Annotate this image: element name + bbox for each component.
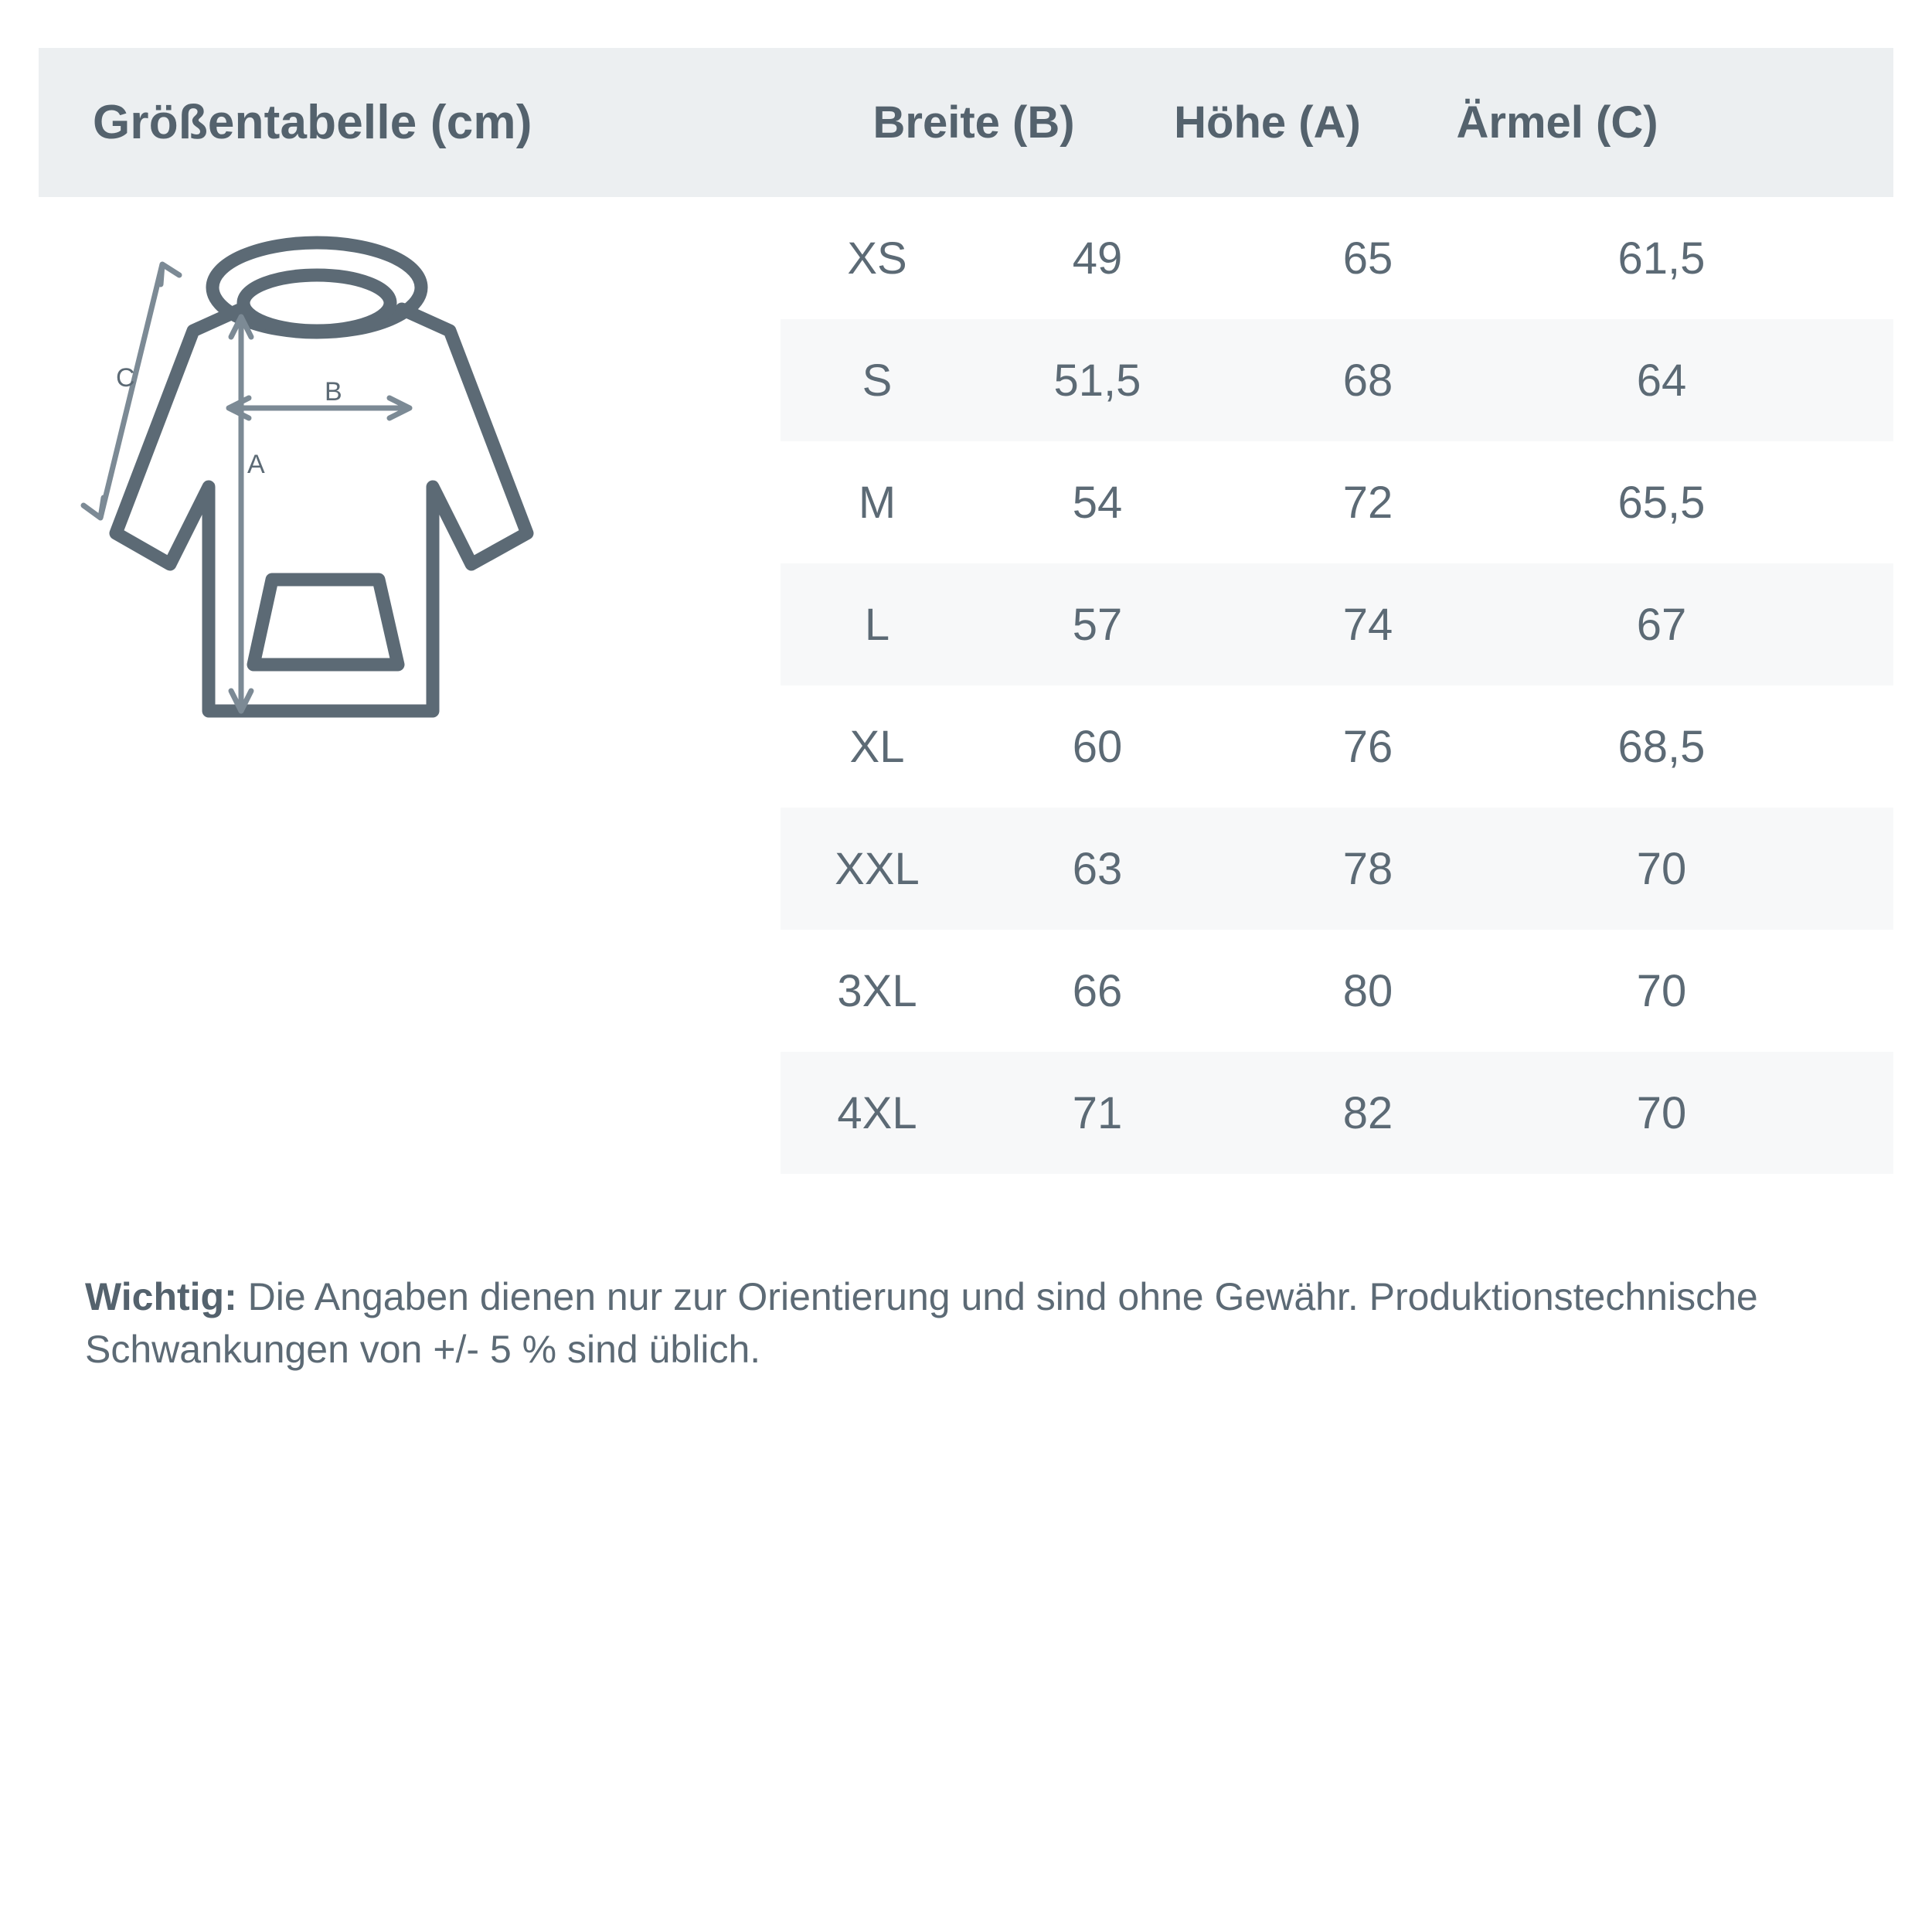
cell-sleeve: 68,5 xyxy=(1617,721,1706,772)
cell-height: 65 xyxy=(1342,233,1393,284)
cell-height: 80 xyxy=(1342,965,1393,1016)
cell-height: 72 xyxy=(1342,477,1393,528)
disclaimer-text: Die Angaben dienen nur zur Orientierung und sind ohne Gewähr. Produktionstechnische Schwankungen von +/- 5 % sind üblich. xyxy=(85,1275,1758,1371)
cell-width: 66 xyxy=(1072,965,1123,1016)
cell-width: 51,5 xyxy=(1053,355,1141,406)
table-row xyxy=(781,563,1893,685)
cell-size: L xyxy=(864,599,890,650)
cell-height: 78 xyxy=(1342,843,1393,894)
cell-height: 76 xyxy=(1342,721,1393,772)
column-header-height: Höhe (A) xyxy=(1174,97,1361,148)
column-header-width: Breite (B) xyxy=(872,97,1075,148)
cell-sleeve: 67 xyxy=(1636,599,1687,650)
cell-size: XS xyxy=(847,233,907,284)
table-row xyxy=(781,1052,1893,1174)
cell-width: 60 xyxy=(1072,721,1123,772)
size-table xyxy=(781,197,1893,1174)
cell-sleeve: 70 xyxy=(1636,965,1687,1016)
hoodie-diagram xyxy=(70,232,765,819)
cell-sleeve: 65,5 xyxy=(1617,477,1706,528)
cell-size: S xyxy=(862,355,893,406)
cell-height: 68 xyxy=(1342,355,1393,406)
cell-sleeve: 61,5 xyxy=(1617,233,1706,284)
cell-size: 3XL xyxy=(837,965,917,1016)
table-row xyxy=(781,319,1893,441)
cell-height: 74 xyxy=(1342,599,1393,650)
table-row xyxy=(781,685,1893,808)
cell-width: 71 xyxy=(1072,1087,1123,1138)
cell-sleeve: 70 xyxy=(1636,843,1687,894)
column-header-sleeve: Ärmel (C) xyxy=(1456,97,1658,148)
cell-height: 82 xyxy=(1342,1087,1393,1138)
cell-size: 4XL xyxy=(837,1087,917,1138)
column-headers xyxy=(819,97,1893,148)
cell-size: XXL xyxy=(835,843,920,894)
cell-sleeve: 64 xyxy=(1636,355,1687,406)
label-b: B xyxy=(325,377,342,406)
cell-sleeve: 70 xyxy=(1636,1087,1687,1138)
cell-width: 54 xyxy=(1072,477,1123,528)
disclaimer-label: Wichtig: xyxy=(85,1275,237,1318)
table-header xyxy=(39,48,1893,197)
table-row xyxy=(781,441,1893,563)
cell-width: 63 xyxy=(1072,843,1123,894)
label-c: C xyxy=(116,363,135,393)
hoodie-icon xyxy=(70,232,765,819)
table-row xyxy=(781,930,1893,1052)
cell-width: 57 xyxy=(1072,599,1123,650)
table-row xyxy=(781,197,1893,319)
cell-size: M xyxy=(858,477,896,528)
table-row xyxy=(781,808,1893,930)
disclaimer xyxy=(85,1271,1886,1376)
cell-size: XL xyxy=(849,721,905,772)
cell-width: 49 xyxy=(1072,233,1123,284)
label-a: A xyxy=(247,450,265,479)
page-title: Größentabelle (cm) xyxy=(93,96,532,149)
